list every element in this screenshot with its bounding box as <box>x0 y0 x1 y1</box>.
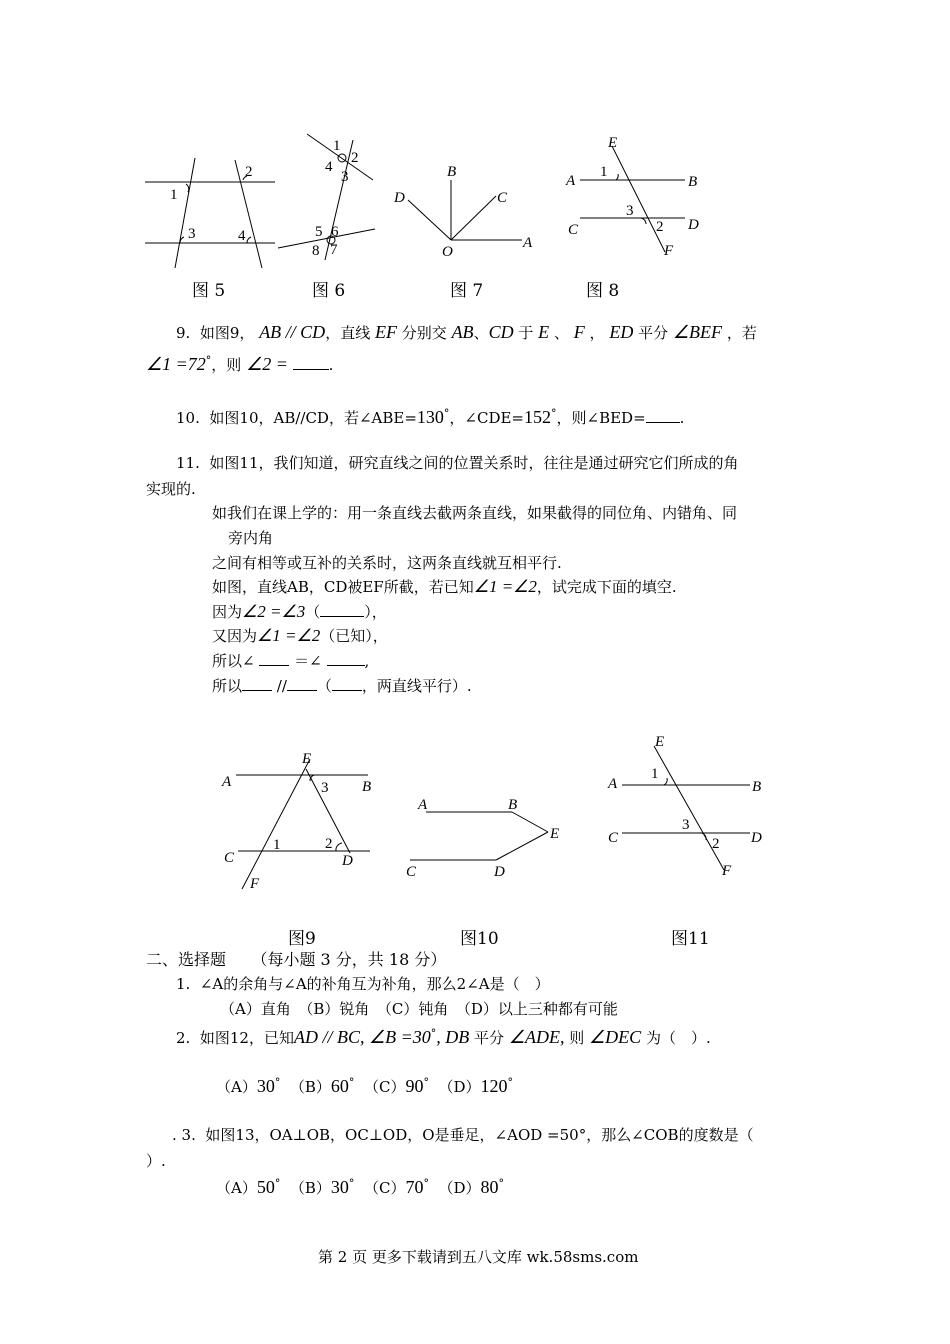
figure-5-caption: 图 5 <box>192 281 226 301</box>
mc2-option-b[interactable] <box>290 1078 355 1096</box>
fig10-label-A: A <box>418 797 428 813</box>
section-2-heading <box>146 947 446 970</box>
fig9-label-D: D <box>342 853 353 869</box>
fig9-label-F: F <box>250 876 260 892</box>
q11-text: （已知）， <box>320 627 388 645</box>
q9-text: 如图9， <box>199 324 255 342</box>
fig6-label-3: 3 <box>341 169 349 185</box>
fig7-label-B: B <box>447 164 457 180</box>
question-10 <box>176 407 684 428</box>
q9-math-cd: CD <box>488 322 514 342</box>
fig11-label-C: C <box>608 830 619 846</box>
q11-math: ∠2 =∠3 <box>242 602 306 621</box>
q9-answer-blank[interactable] <box>293 369 329 370</box>
option-label: （D） <box>438 1078 481 1096</box>
mc1-options[interactable]: （A）直角 （B）锐角 （C）钝角 （D）以上三种都有可能 <box>220 1000 618 1018</box>
q9-number: 9. <box>176 324 191 342</box>
q11-text: 如图，直线AB，CD被EF所截，若已知 <box>212 578 474 596</box>
option-label: （B） <box>289 1179 331 1197</box>
q11-text: // <box>276 677 287 695</box>
q11-text: ＝∠ <box>294 652 322 670</box>
mc3-number: . 3. <box>172 1126 196 1144</box>
mc2-math: ∠ADE, <box>508 1027 565 1047</box>
mc2-degree: ° <box>430 1027 437 1040</box>
q9-text: 分别交 <box>401 324 447 342</box>
q9-math-ab: AB <box>451 322 474 342</box>
option-label: （C） <box>363 1179 406 1197</box>
degree: ° <box>423 1177 429 1190</box>
fig6-label-6: 6 <box>331 224 339 240</box>
mc2-text: 如图12，已知 <box>199 1029 294 1047</box>
q11-blank-reason-2[interactable] <box>332 690 362 691</box>
question-11-line-10 <box>212 675 472 696</box>
mc2-option-d[interactable] <box>439 1078 514 1096</box>
q11-text: 又因为 <box>212 627 258 645</box>
mc3-option-c[interactable] <box>364 1179 429 1197</box>
fig11-label-1: 1 <box>651 766 659 782</box>
fig8-label-E: E <box>608 135 618 151</box>
mc3-stem: 如图13，OA⊥OB，OC⊥OD，O是垂足，∠AOD =50°，那么∠COB的度数是（ <box>205 1126 754 1144</box>
option-value: 120 <box>480 1076 508 1096</box>
fig8-label-C: C <box>568 222 579 238</box>
fig8-label-1: 1 <box>600 164 608 180</box>
q10-text: ，∠CDE= <box>449 409 524 427</box>
q11-text: 所以 <box>212 677 243 695</box>
mc3-option-a[interactable] <box>216 1179 280 1197</box>
question-11-line-5: 之间有相等或互补的关系时，这两条直线就互相平行. <box>212 554 562 572</box>
fig10-label-E: E <box>550 826 560 842</box>
question-11-line-4: 旁内角 <box>228 529 274 547</box>
question-11-line-3: 如我们在课上学的：用一条直线去截两条直线，如果截得的同位角、内错角、同 <box>212 504 738 522</box>
mc3-stem-line-2: ）. <box>146 1152 166 1170</box>
fig6-label-1: 1 <box>333 138 341 154</box>
fig11-label-D: D <box>751 830 762 846</box>
mc-question-3 <box>172 1124 754 1145</box>
fig8-label-2: 2 <box>656 219 664 235</box>
fig8-label-B: B <box>688 174 698 190</box>
q9-text: . <box>328 356 334 374</box>
q9-math-ef: EF <box>374 322 397 342</box>
fig7-label-C: C <box>497 190 508 206</box>
figure-10-caption: 图10 <box>460 929 499 949</box>
figure-8 <box>560 134 720 264</box>
q9-text: ，若 <box>726 324 757 342</box>
fig9-label-2: 2 <box>325 836 333 852</box>
figure-6-caption: 图 6 <box>312 281 346 301</box>
fig6-label-8: 8 <box>312 243 320 259</box>
option-label: （D） <box>438 1179 481 1197</box>
q11-math: ∠1 =∠2 <box>257 626 321 645</box>
fig7-label-D: D <box>394 190 405 206</box>
figure-6 <box>275 132 385 262</box>
mc1-stem: ∠A的余角与∠A的补角互为补角，那么2∠A是（ ） <box>199 975 550 993</box>
mc3-options <box>216 1177 504 1198</box>
fig11-label-E: E <box>655 734 665 750</box>
q11-text: （ <box>305 603 321 621</box>
q9-text: 平分 <box>638 324 669 342</box>
q11-blank-line-a[interactable] <box>242 690 272 691</box>
mc2-options <box>216 1076 513 1097</box>
q11-blank-angle-a[interactable] <box>259 665 289 666</box>
option-label: （A） <box>216 1179 257 1197</box>
question-9 <box>176 322 757 343</box>
section-2-title: 二、选择题 <box>146 950 227 969</box>
option-value: 70 <box>405 1177 424 1197</box>
mc2-text: 为（ ）. <box>645 1029 711 1047</box>
figure-9-caption: 图9 <box>288 929 316 949</box>
q10-text: . <box>679 409 685 427</box>
question-11-line-1 <box>176 452 739 473</box>
fig9-label-A: A <box>222 774 232 790</box>
figure-5 <box>140 150 280 290</box>
q11-math: ∠1 =∠2 <box>473 577 537 596</box>
q9-math-ab-cd: AB // CD <box>259 322 326 342</box>
figure-7 <box>390 160 540 270</box>
fig10-label-B: B <box>508 797 518 813</box>
degree: ° <box>507 1076 514 1089</box>
option-value: 30 <box>256 1076 275 1096</box>
fig8-label-D: D <box>688 217 699 233</box>
fig7-label-O: O <box>442 244 453 260</box>
q9-text: 、 <box>473 324 489 342</box>
q11-number: 11. <box>176 454 200 472</box>
fig5-label-4: 4 <box>238 228 246 244</box>
fig7-label-A: A <box>523 235 533 251</box>
option-label: （B） <box>289 1078 331 1096</box>
q10-answer-blank[interactable] <box>646 422 680 423</box>
q9-text: ，直线 <box>325 324 371 342</box>
q11-text: ）， <box>364 603 387 621</box>
degree: ° <box>274 1076 281 1089</box>
question-11-line-9 <box>212 650 369 671</box>
fig11-label-F: F <box>722 863 732 879</box>
q11-text: , <box>364 652 370 670</box>
q10-value-abe: 130 <box>416 407 444 427</box>
fig10-label-C: C <box>406 864 417 880</box>
q11-text: 如图11，我们知道，研究直线之间的位置关系时，往往是通过研究它们所成的角 <box>209 454 739 472</box>
mc2-text: 则 <box>569 1029 585 1047</box>
fig11-label-2: 2 <box>712 836 720 852</box>
option-label: （C） <box>363 1078 406 1096</box>
fig6-label-4: 4 <box>325 159 333 175</box>
q10-degree: ° <box>551 407 557 420</box>
question-9-line-2 <box>146 354 333 375</box>
option-value: 60 <box>330 1076 349 1096</box>
q10-text: 如图10，AB//CD，若∠ABE= <box>209 409 417 427</box>
mc2-option-c[interactable] <box>364 1078 429 1096</box>
mc2-math: ∠DEC <box>589 1027 642 1047</box>
fig5-label-2: 2 <box>245 164 253 180</box>
question-11-line-2: 实现的. <box>146 480 196 498</box>
q9-math-bef: ∠BEF <box>672 322 723 342</box>
q10-value-cde: 152 <box>524 407 551 427</box>
fig9-label-3: 3 <box>321 780 329 796</box>
fig11-label-3: 3 <box>682 817 690 833</box>
mc1-number: 1. <box>176 975 191 993</box>
mc3-option-b[interactable] <box>290 1179 355 1197</box>
q9-text: ， <box>589 324 605 342</box>
fig8-label-A: A <box>566 173 576 189</box>
degree: ° <box>274 1177 281 1190</box>
fig9-label-B: B <box>362 779 372 795</box>
q9-degree: ° <box>205 354 212 367</box>
fig6-label-2: 2 <box>351 150 359 166</box>
question-11-line-8 <box>212 625 388 646</box>
q9-math-ed: ED <box>609 322 634 342</box>
fig8-label-3: 3 <box>626 203 634 219</box>
fig9-label-C: C <box>224 850 235 866</box>
q10-number: 10. <box>176 409 200 427</box>
fig11-label-B: B <box>752 779 762 795</box>
figure-10 <box>400 790 570 890</box>
q11-blank-reason-1[interactable] <box>320 616 364 617</box>
page-footer: 第 2 页 更多下载请到五八文库 wk.58sms.com <box>318 1248 639 1266</box>
figure-11 <box>604 730 774 880</box>
figure-9 <box>218 745 388 895</box>
fig6-label-5: 5 <box>315 224 323 240</box>
q11-text: ，试完成下面的填空. <box>536 578 677 596</box>
mc2-number: 2. <box>176 1029 191 1047</box>
q9-math-angle2: ∠2 = <box>246 354 288 374</box>
figure-7-caption: 图 7 <box>450 281 484 301</box>
fig11-label-A: A <box>608 776 618 792</box>
question-11-line-6 <box>212 576 677 597</box>
q11-text: 所以∠ <box>212 652 255 670</box>
option-value: 50 <box>256 1177 275 1197</box>
question-11-line-7 <box>212 601 387 622</box>
mc2-math: , DB <box>436 1027 470 1047</box>
q11-text: ，两直线平行）. <box>361 677 472 695</box>
q11-blank-angle-b[interactable] <box>327 665 365 666</box>
fig8-label-F: F <box>664 243 674 259</box>
fig9-label-1: 1 <box>273 837 281 853</box>
degree: ° <box>423 1076 429 1089</box>
mc2-math: AD // BC, ∠B =30 <box>293 1027 431 1047</box>
figure-8-caption: 图 8 <box>586 281 620 301</box>
option-value: 90 <box>405 1076 424 1096</box>
fig5-label-1: 1 <box>170 187 178 203</box>
degree: ° <box>498 1177 505 1190</box>
fig6-label-7: 7 <box>330 242 338 258</box>
option-value: 30 <box>330 1177 349 1197</box>
q9-text: 于 <box>518 324 534 342</box>
q9-math-f: F <box>573 322 585 342</box>
q9-text: 、 <box>553 324 569 342</box>
option-label: （A） <box>216 1078 257 1096</box>
q9-math-angle1: ∠1 =72 <box>146 354 206 374</box>
q10-text: ，则∠BED= <box>556 409 646 427</box>
fig10-label-D: D <box>494 864 505 880</box>
section-2-note: （每小题 3 分，共 18 分） <box>251 950 447 969</box>
q11-blank-line-b[interactable] <box>287 690 317 691</box>
q11-text: （ <box>316 677 332 695</box>
q9-math-e: E <box>538 322 550 342</box>
figure-11-caption: 图11 <box>671 929 710 949</box>
q10-degree: ° <box>443 407 450 420</box>
option-value: 80 <box>480 1177 499 1197</box>
mc2-text: 平分 <box>474 1029 505 1047</box>
q11-text: 因为 <box>212 603 243 621</box>
mc-question-1 <box>176 973 550 994</box>
degree: ° <box>348 1177 355 1190</box>
mc3-option-d[interactable] <box>439 1179 505 1197</box>
degree: ° <box>348 1076 355 1089</box>
mc2-option-a[interactable] <box>216 1078 280 1096</box>
fig5-label-3: 3 <box>188 226 196 242</box>
fig9-label-E: E <box>302 751 312 767</box>
fig5-transversal-left <box>175 158 195 268</box>
mc-question-2 <box>176 1027 711 1048</box>
q9-text: ，则 <box>211 356 242 374</box>
